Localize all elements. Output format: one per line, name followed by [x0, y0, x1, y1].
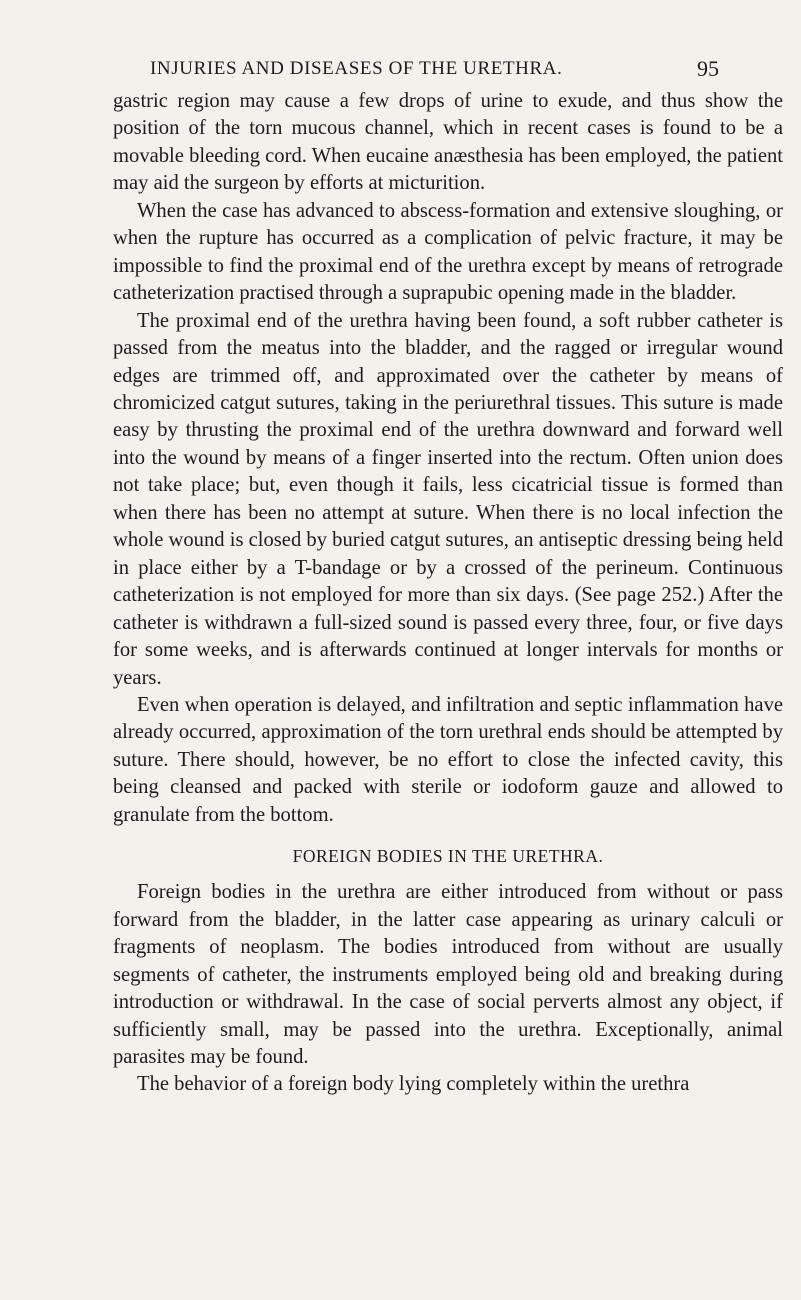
- paragraph: Foreign bodies in the urethra are either introduced from without or pass forward from the bladder, in the latter case appearing as urinary calculi or fragments of neoplasm. The bodies introduced from without are usually segments of catheter, the instruments employed being old and breaking during introduction or withdrawal. In the case of social perverts almost any object, if sufficiently small, may be passed into the urethra. Exceptionally, animal parasites may be found.: [113, 881, 783, 1068]
- paragraph: The proximal end of the urethra having been found, a soft rubber catheter is passed from the meatus into the bladder, and the ragged or irregular wound edges are trimmed off, and approximated over the catheter by means of chromicized catgut sutures, taking in the periurethral tissues. This suture is made easy by thrusting the proximal end of the urethra downward and forward well into the wound by means of a finger inserted into the rectum. Often union does not take place; but, even though it fails, less cicatricial tissue is formed than when there has been no attempt at suture. When there is no local infection the whole wound is closed by buried catgut sutures, an antiseptic dressing being held in place either by a T-bandage or by a crossed of the perineum. Continuous catheterization is not employed for more than six days. (See page 252.) After the catheter is withdrawn a full-sized sound is passed every three, four, or five days for some weeks, and is afterwards continued at longer intervals for months or years.: [113, 309, 783, 689]
- page-number: 95: [697, 56, 719, 81]
- running-title: INJURIES AND DISEASES OF THE URETHRA.: [150, 58, 563, 79]
- paragraph: gastric region may cause a few drops of urine to exude, and thus show the position of the torn mucous channel, which in recent cases is found to be a movable bleeding cord. When eucaine anæsthesia has been employed, the patient may aid the surgeon by efforts at micturition.: [113, 90, 783, 195]
- paragraph: When the case has advanced to abscess-formation and extensive sloughing, or when the rupture has occurred as a complication of pelvic fracture, it may be impossible to find the proximal end of the urethra except by means of retrograde catheterization practised through a suprapubic opening made in the bladder.: [113, 199, 783, 305]
- paragraph: The behavior of a foreign body lying completely within the urethra: [137, 1073, 690, 1096]
- section-heading: FOREIGN BODIES IN THE URETHRA.: [292, 846, 604, 867]
- body-text: [113, 88, 783, 1099]
- paragraph: Even when operation is delayed, and infiltration and septic inflammation have already occurred, approximation of the torn urethral ends should be attempted by suture. There should, however, be no effort to close the infected cavity, this being cleansed and packed with sterile or iodoform gauze and allowed to granulate from the bottom.: [113, 693, 783, 826]
